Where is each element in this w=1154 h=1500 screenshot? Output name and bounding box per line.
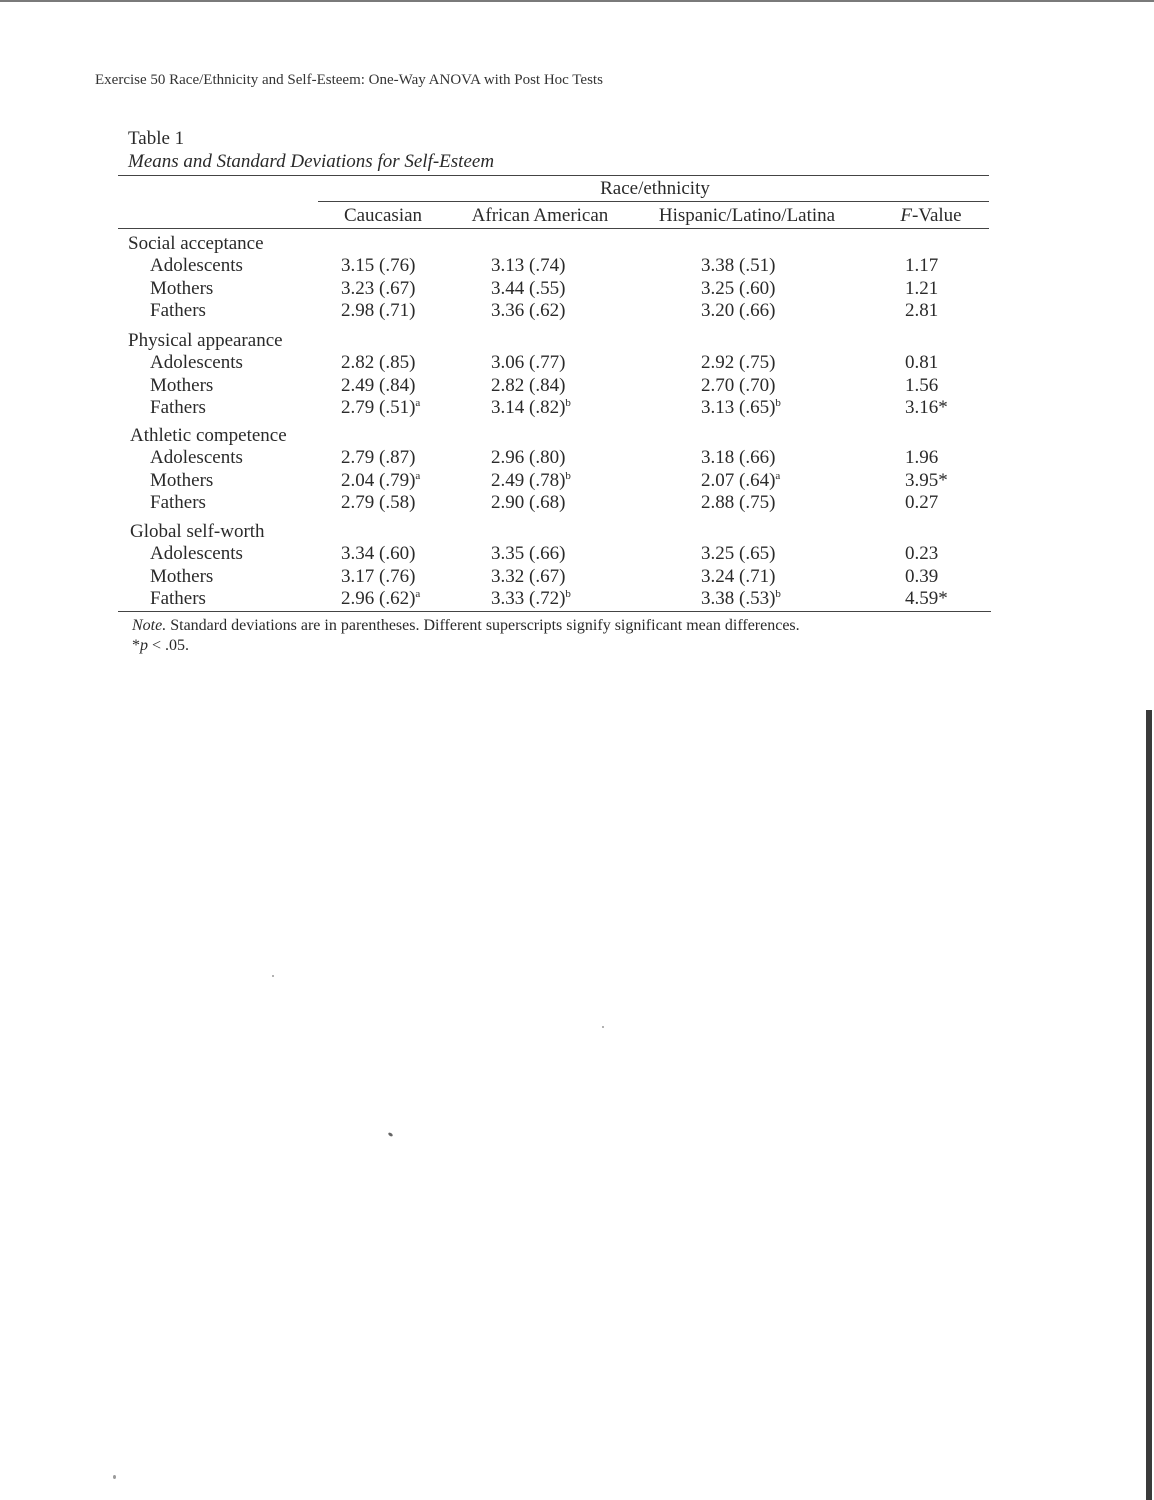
row-label: Fathers <box>150 396 206 418</box>
cell-value: 2.88 (.75) <box>701 491 776 513</box>
scan-speck <box>388 1132 394 1137</box>
table-cell <box>341 255 415 277</box>
cell-value: 3.34 (.60) <box>341 543 416 565</box>
cell-value: 2.49 (.78) <box>491 469 566 491</box>
table-cell <box>491 300 565 322</box>
cell-value: 3.32 (.67) <box>491 565 566 587</box>
table-cell <box>491 566 565 588</box>
table-cell <box>701 375 775 397</box>
superscript: b <box>565 469 571 482</box>
cell-value: 2.04 (.79) <box>341 469 416 491</box>
f-value-cell: 4.59* <box>905 587 948 609</box>
f-value-cell: 2.81 <box>905 299 939 321</box>
cell-value: 3.38 (.53) <box>701 587 776 609</box>
table-cell <box>341 492 415 514</box>
f-value-cell: 1.56 <box>905 374 939 396</box>
row-label: Mothers <box>150 565 214 587</box>
scan-speck <box>272 975 274 977</box>
scan-right-edge <box>1146 710 1152 1500</box>
table-title: Means and Standard Deviations for Self-Esteem <box>128 151 495 172</box>
cell-value: 3.13 (.74) <box>491 255 566 277</box>
scan-speck <box>602 1026 604 1028</box>
header-bottom-rule <box>118 228 989 229</box>
superscript: a <box>415 587 421 600</box>
table-cell <box>701 300 775 322</box>
cell-value: 3.25 (.60) <box>701 277 776 299</box>
f-value-cell: 1.96 <box>905 447 939 469</box>
table-cell <box>341 470 420 492</box>
superscript: a <box>415 396 421 409</box>
cell-value: 2.79 (.51) <box>341 396 416 418</box>
table-cell <box>341 375 415 397</box>
table-top-rule <box>118 175 989 176</box>
cell-value: 2.96 (.80) <box>491 447 566 469</box>
group-label: Social acceptance <box>128 233 264 254</box>
cell-value: 2.07 (.64) <box>701 469 776 491</box>
f-value-cell: 0.27 <box>905 491 939 513</box>
cell-value: 3.17 (.76) <box>341 565 416 587</box>
cell-value: 2.98 (.71) <box>341 299 416 321</box>
table-cell <box>701 543 775 565</box>
table-cell <box>701 492 775 514</box>
row-label: Mothers <box>150 277 214 299</box>
table-cell <box>701 447 775 469</box>
superscript: b <box>565 396 571 409</box>
row-label: Adolescents <box>150 255 243 277</box>
superscript: a <box>775 469 781 482</box>
table-cell <box>701 352 775 374</box>
column-header-caucasian: Caucasian <box>343 205 423 226</box>
group-label: Physical appearance <box>128 330 283 351</box>
cell-value: 2.96 (.62) <box>341 587 416 609</box>
row-label: Fathers <box>150 491 206 513</box>
cell-value: 3.06 (.77) <box>491 352 566 374</box>
cell-value: 3.36 (.62) <box>491 299 566 321</box>
spanner-rule <box>318 201 989 202</box>
table-cell <box>701 470 780 492</box>
cell-value: 3.20 (.66) <box>701 299 776 321</box>
table-cell <box>701 255 775 277</box>
table-cell <box>491 278 565 300</box>
cell-value: 3.13 (.65) <box>701 396 776 418</box>
scan-speck <box>113 1475 116 1479</box>
f-value-cell: 3.16* <box>905 396 948 418</box>
cell-value: 3.14 (.82) <box>491 396 566 418</box>
group-label: Athletic competence <box>130 425 287 446</box>
table-cell <box>491 492 565 514</box>
row-label: Adolescents <box>150 352 243 374</box>
scan-top-edge <box>0 0 1154 2</box>
table-cell <box>491 375 565 397</box>
table-cell <box>341 352 415 374</box>
cell-value: 3.33 (.72) <box>491 587 566 609</box>
row-label: Fathers <box>150 299 206 321</box>
row-label: Adolescents <box>150 543 243 565</box>
running-head: Exercise 50 Race/Ethnicity and Self-Esteem: One-Way ANOVA with Post Hoc Tests <box>95 72 603 88</box>
table-cell <box>341 278 415 300</box>
superscript: b <box>565 587 571 600</box>
cell-value: 3.35 (.66) <box>491 543 566 565</box>
cell-value: 3.25 (.65) <box>701 543 776 565</box>
cell-value: 2.70 (.70) <box>701 374 776 396</box>
table-cell <box>701 397 781 419</box>
cell-value: 3.23 (.67) <box>341 277 416 299</box>
superscript: a <box>415 469 421 482</box>
f-value-cell: 3.95* <box>905 469 948 491</box>
cell-value: 3.38 (.51) <box>701 255 776 277</box>
table-cell <box>701 278 775 300</box>
superscript: b <box>775 587 781 600</box>
table-cell <box>491 470 571 492</box>
f-value-cell: 1.21 <box>905 277 939 299</box>
cell-value: 3.18 (.66) <box>701 447 776 469</box>
table-cell <box>701 566 775 588</box>
superscript: b <box>775 396 781 409</box>
significance-note: *p < .05. <box>132 637 190 654</box>
cell-value: 3.24 (.71) <box>701 565 776 587</box>
cell-value: 3.15 (.76) <box>341 255 416 277</box>
table-cell <box>491 352 565 374</box>
table-cell <box>491 588 571 610</box>
row-label: Fathers <box>150 587 206 609</box>
f-value-cell: 1.17 <box>905 255 939 277</box>
f-value-cell: 0.39 <box>905 565 939 587</box>
row-label: Adolescents <box>150 447 243 469</box>
cell-value: 3.44 (.55) <box>491 277 566 299</box>
table-cell <box>491 447 565 469</box>
column-header-hispanic: Hispanic/Latino/Latina <box>658 205 836 226</box>
f-value-cell: 0.81 <box>905 352 939 374</box>
cell-value: 2.79 (.87) <box>341 447 416 469</box>
row-label: Mothers <box>150 374 214 396</box>
group-label: Global self-worth <box>130 521 265 542</box>
f-value-cell: 0.23 <box>905 543 939 565</box>
cell-value: 2.92 (.75) <box>701 352 776 374</box>
cell-value: 2.82 (.84) <box>491 374 566 396</box>
column-header-african-american: African American <box>471 205 609 226</box>
table-label: Table 1 <box>128 128 185 149</box>
table-cell <box>341 543 415 565</box>
cell-value: 2.49 (.84) <box>341 374 416 396</box>
table-cell <box>491 543 565 565</box>
table-cell <box>341 447 415 469</box>
cell-value: 2.82 (.85) <box>341 352 416 374</box>
table-cell <box>341 300 415 322</box>
table-cell <box>341 566 415 588</box>
table-note: Note. Standard deviations are in parentheses. Different superscripts signify significant mean differences. <box>132 617 800 634</box>
table-cell <box>491 255 565 277</box>
race-ethnicity-spanner: Race/ethnicity <box>600 178 710 199</box>
table-bottom-rule <box>118 611 991 612</box>
cell-value: 2.79 (.58) <box>341 491 416 513</box>
cell-value: 2.90 (.68) <box>491 491 566 513</box>
table-cell <box>491 397 571 419</box>
table-cell <box>341 588 420 610</box>
row-label: Mothers <box>150 469 214 491</box>
column-header-f-value: F-Value <box>900 205 962 226</box>
table-cell <box>341 397 420 419</box>
table-cell <box>701 588 781 610</box>
